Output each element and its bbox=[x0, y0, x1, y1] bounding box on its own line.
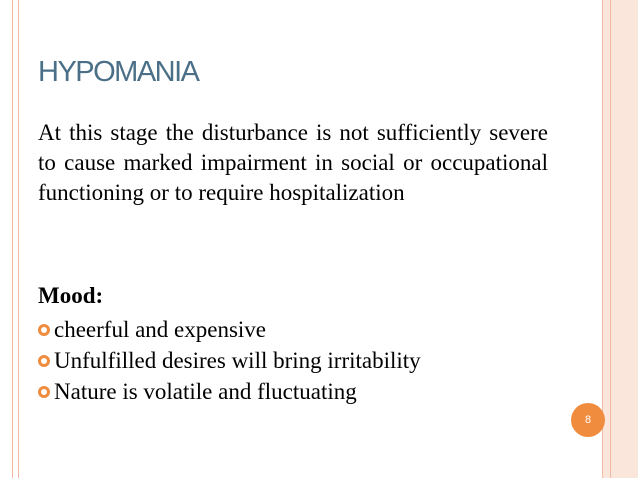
ring-bullet-icon bbox=[38, 324, 50, 336]
right-band-border-line bbox=[602, 0, 603, 478]
bullet-item bbox=[38, 345, 421, 376]
left-border-line bbox=[12, 0, 13, 478]
mood-heading: Mood: bbox=[38, 283, 104, 308]
slide-title: HYPOMANIA bbox=[38, 56, 199, 88]
bullet-text: Unfulfilled desires will bring irritability bbox=[54, 348, 421, 373]
bullet-text: Nature is volatile and fluctuating bbox=[54, 379, 357, 404]
bullet-item bbox=[38, 314, 421, 345]
bullet-text: cheerful and expensive bbox=[54, 317, 267, 342]
page-number-badge: 8 bbox=[571, 403, 605, 437]
left-border-line-inner bbox=[18, 0, 19, 478]
intro-paragraph: At this stage the disturbance is not sufficiently severe to cause marked impairment in social or occupational functioning or to require hospitalization bbox=[38, 120, 548, 205]
right-side-band bbox=[602, 0, 638, 478]
right-band-inner-line bbox=[610, 0, 611, 478]
ring-bullet-icon bbox=[38, 386, 50, 398]
mood-bullet-list bbox=[38, 314, 421, 407]
ring-bullet-icon bbox=[38, 355, 50, 367]
bullet-item bbox=[38, 376, 421, 407]
